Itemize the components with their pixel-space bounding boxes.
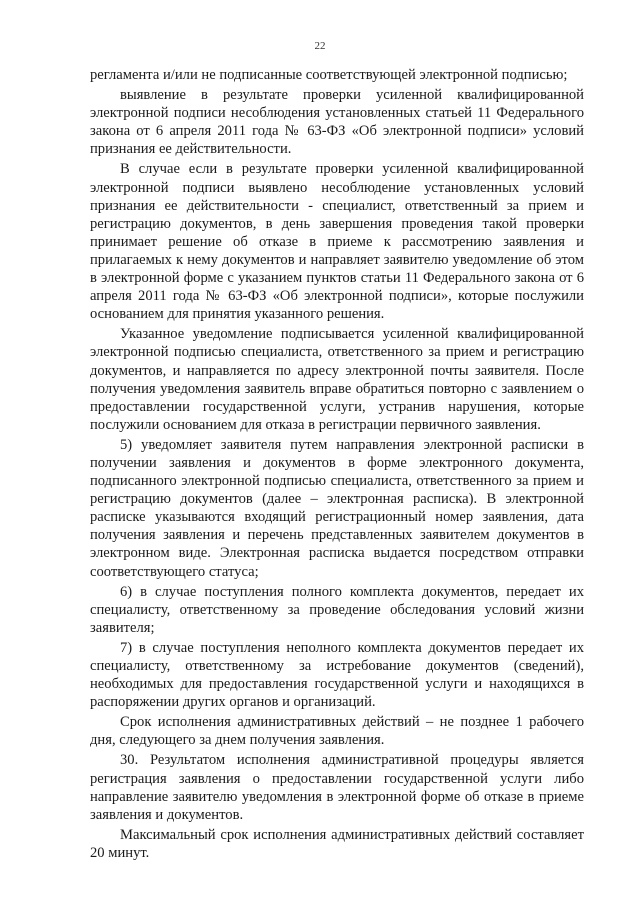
paragraph: Максимальный срок исполнения административных действий составляет 20 минут. [90,826,584,861]
paragraph: 7) в случае поступления неполного комплекта документов передает их специалисту, ответственному за истребование документов (сведений), необходимых для предоставления государственной услуги и находящихся в распоряжении других органов и организаций. [90,639,584,711]
page-number: 22 [314,40,326,52]
paragraph: 6) в случае поступления полного комплекта документов, передает их специалисту, ответственному за проведение обследования условий жизни заявителя; [90,583,584,636]
paragraph: 5) уведомляет заявителя путем направления электронной расписки в получении заявления и документов в форме электронного документа, подписанного электронной подписью специалиста, ответственного за прием и регистрацию документов (далее – электронная расписка). В электронной расписке указываются входящий регистрационный номер заявления, дата получения заявления и перечень представленных заявителем документов в электронном виде. Электронная расписка выдается посредством отправки соответствующего статуса; [90,436,584,580]
paragraph: выявление в результате проверки усиленной квалифицированной электронной подписи несоблюдения установленных статьей 11 Федерального закона от 6 апреля 2011 года № 63-ФЗ «Об электронной подписи» условий признания ее действительности. [90,87,584,158]
document-body [90,66,584,864]
paragraph: Срок исполнения административных действий – не позднее 1 рабочего дня, следующего за днем получения заявления. [90,714,584,749]
paragraph: Указанное уведомление подписывается усиленной квалифицированной электронной подписью специалиста, ответственного за прием и регистрацию документов, и направляется по адресу электронной почты заявителя. После получения уведомления заявитель вправе обратиться повторно с заявлением о предоставлении государственной услуги, устранив нарушения, которые послужили основанием для отказа в регистрации первичного заявления. [90,326,584,433]
paragraph: регламента и/или не подписанные соответствующей электронной подписью; [90,67,568,83]
paragraph: 30. Результатом исполнения административной процедуры является регистрация заявления о предоставлении государственной услуги либо направление заявителю уведомления в электронной форме об отказе в приеме заявления и документов. [90,752,584,823]
paragraph: В случае если в результате проверки усиленной квалифицированной электронной подписи выявлено несоблюдение установленных условий признания ее действительности - специалист, ответственный за прием и регистрацию документов, в день завершения проведения такой проверки принимает решение об отказе в приеме к рассмотрению заявления и прилагаемых к нему документов и направляет заявителю уведомление об этом в электронной форме с указанием пунктов статьи 11 Федерального закона от 6 апреля 2011 года № 63-ФЗ «Об электронной подписи», которые послужили основанием для принятия указанного решения. [90,161,584,323]
